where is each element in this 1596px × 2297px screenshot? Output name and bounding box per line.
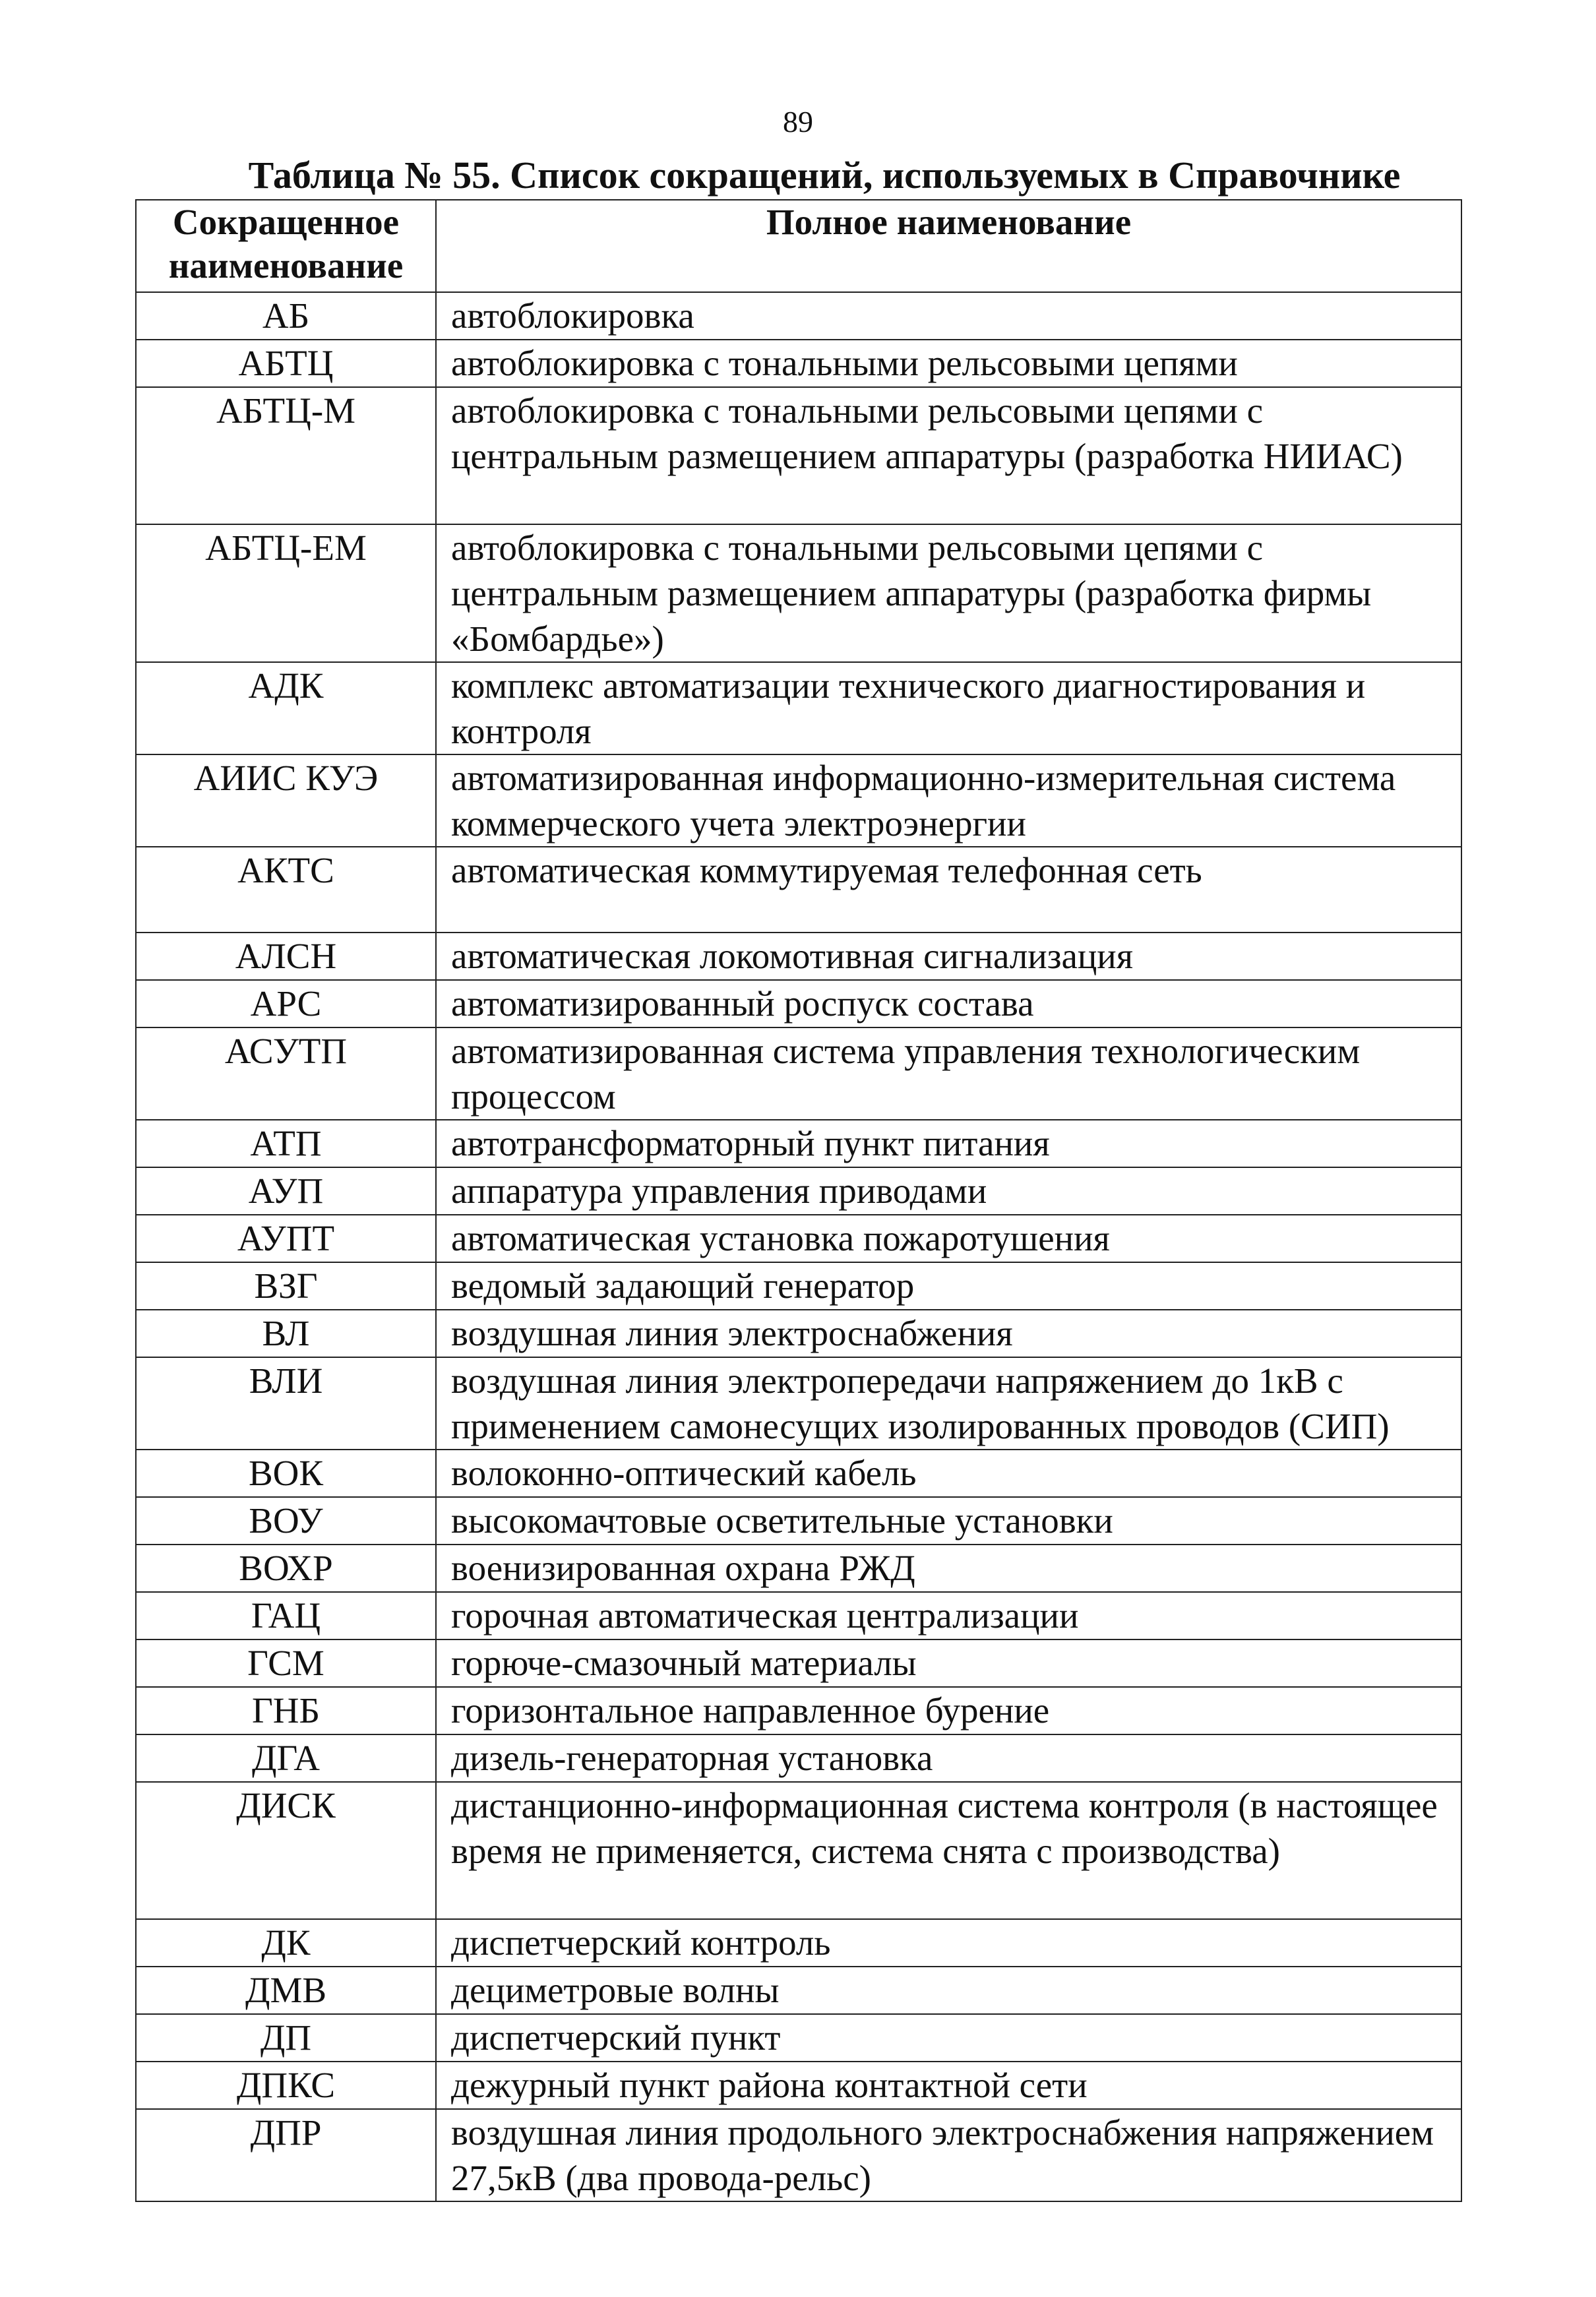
abbreviation-cell: ДГА	[136, 1734, 436, 1782]
abbreviation-cell: АУПТ	[136, 1215, 436, 1262]
abbreviation-cell: ВОХР	[136, 1545, 436, 1592]
abbreviation-cell: АТП	[136, 1120, 436, 1167]
table-row	[136, 980, 1461, 1027]
full-name-cell: высокомачтовые осветительные установки	[436, 1497, 1461, 1545]
header-abbreviation: Сокращенное наименование	[136, 200, 436, 292]
header-full-name: Полное наименование	[436, 200, 1461, 292]
abbreviation-cell: ВЗГ	[136, 1262, 436, 1310]
full-name-cell: военизированная охрана РЖД	[436, 1545, 1461, 1592]
abbreviation-cell: АКТС	[136, 847, 436, 933]
full-name-cell: волоконно-оптический кабель	[436, 1450, 1461, 1497]
full-name-cell: автоматизированный роспуск состава	[436, 980, 1461, 1027]
full-name-cell: дизель-генераторная установка	[436, 1734, 1461, 1782]
full-name-cell: автоблокировка с тональными рельсовыми цепями	[436, 340, 1461, 387]
abbreviation-cell: ДПКС	[136, 2062, 436, 2109]
abbreviation-cell: АБТЦ-ЕМ	[136, 524, 436, 662]
abbreviation-cell: ВЛ	[136, 1310, 436, 1357]
table-row	[136, 754, 1461, 847]
full-name-cell: дежурный пункт района контактной сети	[436, 2062, 1461, 2109]
table-row	[136, 1639, 1461, 1687]
abbreviation-cell: ДИСК	[136, 1782, 436, 1919]
abbreviation-cell: АРС	[136, 980, 436, 1027]
table-row	[136, 1497, 1461, 1545]
table-title: Таблица № 55. Список сокращений, используемых в Справочнике	[248, 154, 1401, 197]
abbreviation-cell: ДП	[136, 2014, 436, 2062]
abbreviation-cell: ВЛИ	[136, 1357, 436, 1450]
table-row	[136, 387, 1461, 524]
table-row	[136, 1734, 1461, 1782]
table-row	[136, 1262, 1461, 1310]
abbreviation-cell: ВОК	[136, 1450, 436, 1497]
abbreviation-cell: ВОУ	[136, 1497, 436, 1545]
abbreviation-cell: АУП	[136, 1167, 436, 1215]
table-row	[136, 1120, 1461, 1167]
full-name-cell: автоблокировка	[436, 292, 1461, 340]
table-row	[136, 1592, 1461, 1639]
full-name-cell: дециметровые волны	[436, 1967, 1461, 2014]
abbreviation-cell: ГСМ	[136, 1639, 436, 1687]
full-name-cell: диспетчерский контроль	[436, 1919, 1461, 1967]
abbreviation-cell: АДК	[136, 662, 436, 754]
table-row	[136, 524, 1461, 662]
table-row	[136, 1167, 1461, 1215]
table-row	[136, 1450, 1461, 1497]
full-name-cell: воздушная линия продольного электроснабжения напряжением 27,5кВ (два провода-рельс)	[436, 2109, 1461, 2201]
abbreviations-table	[135, 199, 1462, 2202]
full-name-cell: горочная автоматическая централизации	[436, 1592, 1461, 1639]
full-name-cell: горюче-смазочный материалы	[436, 1639, 1461, 1687]
abbreviation-cell: АЛСН	[136, 933, 436, 980]
full-name-cell: воздушная линия электропередачи напряжением до 1кВ с применением самонесущих изолированных проводов (СИП)	[436, 1357, 1461, 1450]
table-row	[136, 2109, 1461, 2201]
table-row	[136, 933, 1461, 980]
full-name-cell: комплекс автоматизации технического диагностирования и контроля	[436, 662, 1461, 754]
table-row	[136, 1919, 1461, 1967]
full-name-cell: автоматическая установка пожаротушения	[436, 1215, 1461, 1262]
table-row	[136, 2062, 1461, 2109]
full-name-cell: горизонтальное направленное бурение	[436, 1687, 1461, 1734]
abbreviation-cell: ГНБ	[136, 1687, 436, 1734]
full-name-cell: аппаратура управления приводами	[436, 1167, 1461, 1215]
page-number: 89	[783, 105, 813, 138]
full-name-cell: автоблокировка с тональными рельсовыми цепями с центральным размещением аппаратуры (разработка фирмы «Бомбардье»)	[436, 524, 1461, 662]
full-name-cell: автоблокировка с тональными рельсовыми цепями с центральным размещением аппаратуры (разработка НИИАС)	[436, 387, 1461, 524]
abbreviation-cell: ГАЦ	[136, 1592, 436, 1639]
table-row	[136, 1215, 1461, 1262]
full-name-cell: автоматизированная система управления технологическим процессом	[436, 1027, 1461, 1120]
full-name-cell: диспетчерский пункт	[436, 2014, 1461, 2062]
table-row	[136, 847, 1461, 933]
abbreviation-cell: АБТЦ-М	[136, 387, 436, 524]
table-row	[136, 1027, 1461, 1120]
full-name-cell: дистанционно-информационная система контроля (в настоящее время не применяется, система снята с производства)	[436, 1782, 1461, 1919]
table-row	[136, 1967, 1461, 2014]
table-row	[136, 662, 1461, 754]
full-name-cell: автоматическая локомотивная сигнализация	[436, 933, 1461, 980]
full-name-cell: автоматизированная информационно-измерительная система коммерческого учета электроэнергии	[436, 754, 1461, 847]
table-row	[136, 1687, 1461, 1734]
full-name-cell: ведомый задающий генератор	[436, 1262, 1461, 1310]
full-name-cell: автоматическая коммутируемая телефонная сеть	[436, 847, 1461, 933]
table-row	[136, 292, 1461, 340]
full-name-cell: автотрансформаторный пункт питания	[436, 1120, 1461, 1167]
table-row	[136, 1545, 1461, 1592]
abbreviation-cell: АБ	[136, 292, 436, 340]
table-row	[136, 1310, 1461, 1357]
full-name-cell: воздушная линия электроснабжения	[436, 1310, 1461, 1357]
table-row	[136, 1782, 1461, 1919]
table-row	[136, 2014, 1461, 2062]
abbreviation-cell: ДМВ	[136, 1967, 436, 2014]
abbreviation-cell: АСУТП	[136, 1027, 436, 1120]
table-row	[136, 340, 1461, 387]
abbreviation-cell: ДК	[136, 1919, 436, 1967]
table-row	[136, 1357, 1461, 1450]
abbreviation-cell: ДПР	[136, 2109, 436, 2201]
abbreviation-cell: АИИС КУЭ	[136, 754, 436, 847]
abbreviation-cell: АБТЦ	[136, 340, 436, 387]
table-header-row	[136, 200, 1461, 292]
